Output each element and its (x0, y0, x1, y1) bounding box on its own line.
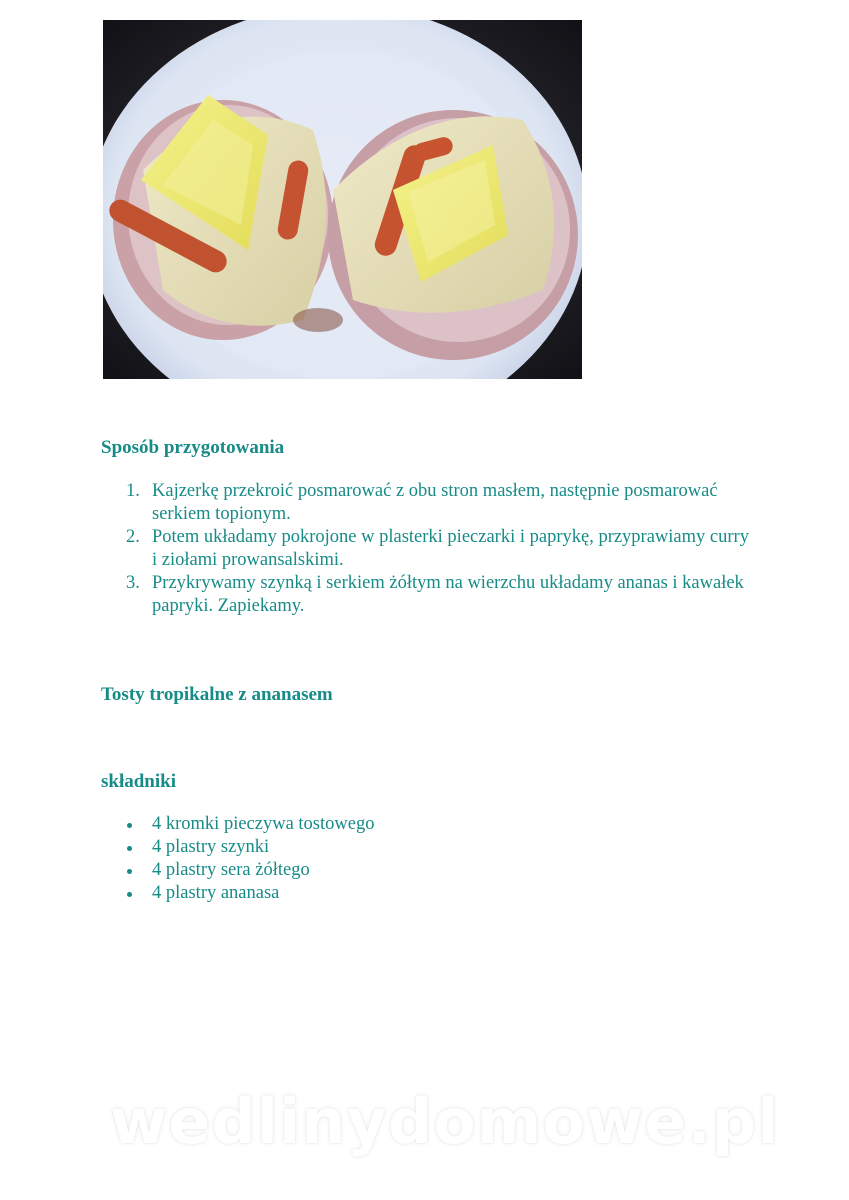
toast-photo-illustration (103, 20, 582, 379)
ingredient-text: 4 plastry ananasa (152, 883, 280, 903)
step-number: 3. (126, 573, 140, 593)
recipe-title: Tosty tropikalne z ananasem (101, 684, 333, 705)
method-step (126, 480, 752, 526)
method-step (126, 572, 752, 618)
bullet-icon (127, 869, 132, 874)
step-text: Potem układamy pokrojone w plasterki pieczarki i paprykę, przyprawiamy curry i ziołami prowansalskimi. (152, 527, 749, 570)
ingredient-text: 4 plastry sera żółtego (152, 860, 310, 880)
ingredient-item (152, 836, 374, 859)
method-step (126, 526, 752, 572)
bullet-icon (127, 892, 132, 897)
recipe-photo (103, 20, 582, 379)
ingredient-text: 4 kromki pieczywa tostowego (152, 814, 375, 834)
step-text: Kajzerkę przekroić posmarować z obu stron masłem, następnie posmarować serkiem topionym. (152, 481, 718, 524)
method-steps-list (126, 480, 752, 618)
ingredient-item (152, 882, 374, 905)
ingredient-item (152, 859, 374, 882)
ingredient-item (152, 813, 374, 836)
ingredients-list (152, 813, 374, 905)
step-number: 1. (126, 481, 140, 501)
method-heading: Sposób przygotowania (101, 437, 285, 458)
bullet-icon (127, 846, 132, 851)
site-watermark: wedlinydomowe.pl (110, 1085, 780, 1158)
ingredients-heading: składniki (101, 771, 176, 792)
ingredient-text: 4 plastry szynki (152, 837, 270, 857)
step-number: 2. (126, 527, 140, 547)
bullet-icon (127, 823, 132, 828)
step-text: Przykrywamy szynką i serkiem żółtym na wierzchu układamy ananas i kawałek papryki. Zapiekamy. (152, 573, 744, 616)
